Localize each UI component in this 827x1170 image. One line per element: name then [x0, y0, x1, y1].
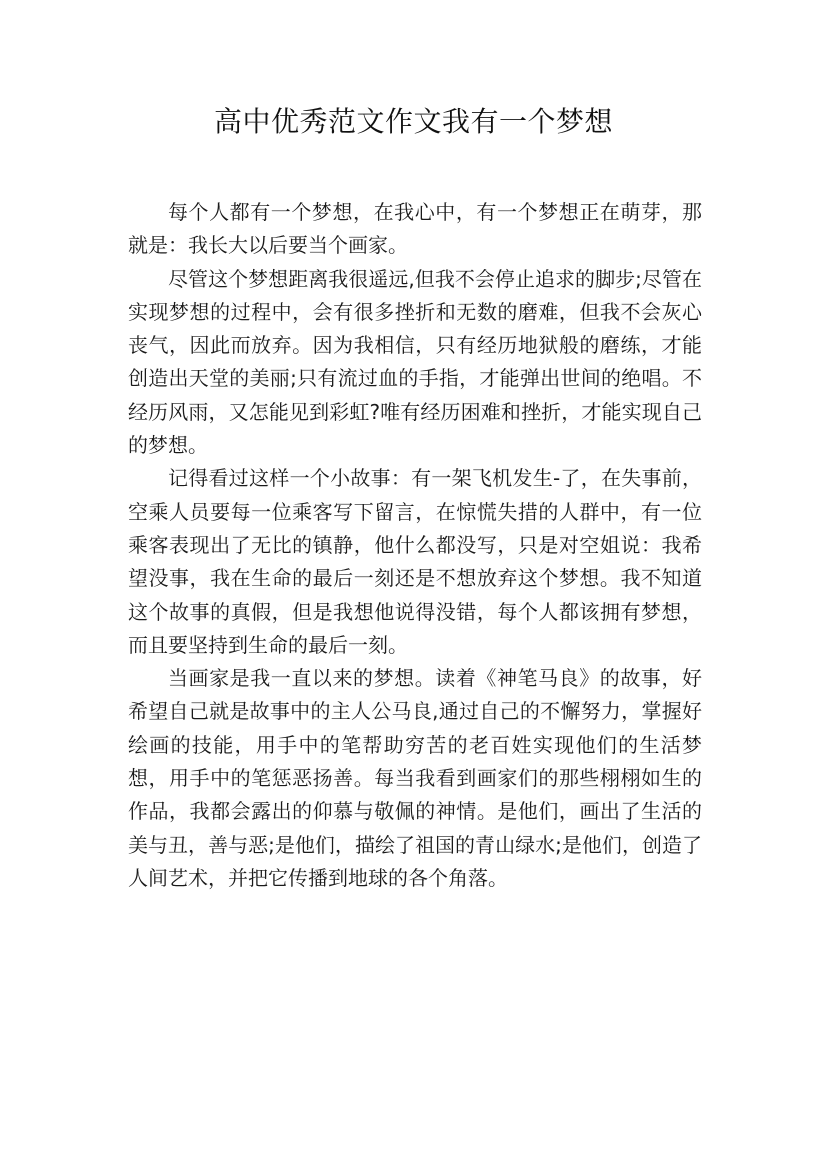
paragraph-2: 尽管这个梦想距离我很遥远,但我不会停止追求的脚步;尽管在实现梦想的过程中，会有很多挫折和无数的磨难，但我不会灰心丧气，因此而放弃。因为我相信，只有经历地狱般的磨练，才能创造出天堂的美丽;只有流过血的手指，才能弹出世间的绝唱。不经历风雨，又怎能见到彩虹?唯有经历困难和挫折，才能实现自己的梦想。 [128, 266, 702, 458]
document-body [128, 196, 702, 895]
document-title: 高中优秀范文作文我有一个梦想 [213, 105, 613, 138]
paragraph-4: 当画家是我一直以来的梦想。读着《神笔马良》的故事，好希望自己就是故事中的主人公马良,通过自己的不懈努力，掌握好绘画的技能，用手中的笔帮助穷苦的老百姓实现他们的生活梦想，用手中的笔惩恶扬善。每当我看到画家们的那些栩栩如生的作品，我都会露出的仰慕与敬佩的神情。是他们，画出了生活的美与丑，善与恶;是他们，描绘了祖国的青山绿水;是他们，创造了人间艺术，并把它传播到地球的各个角落。 [128, 666, 702, 890]
paragraph-1: 每个人都有一个梦想，在我心中，有一个梦想正在萌芽，那就是：我长大以后要当个画家。 [128, 200, 702, 258]
paragraph-3: 记得看过这样一个小故事：有一架飞机发生-了，在失事前，空乘人员要每一位乘客写下留言，在惊慌失措的人群中，有一位乘客表现出了无比的镇静，他什么都没写，只是对空姐说：我希望没事，我在生命的最后一刻还是不想放弃这个梦想。我不知道这个故事的真假，但是我想他说得没错，每个人都该拥有梦想，而且要坚持到生命的最后一刻。 [128, 466, 702, 657]
